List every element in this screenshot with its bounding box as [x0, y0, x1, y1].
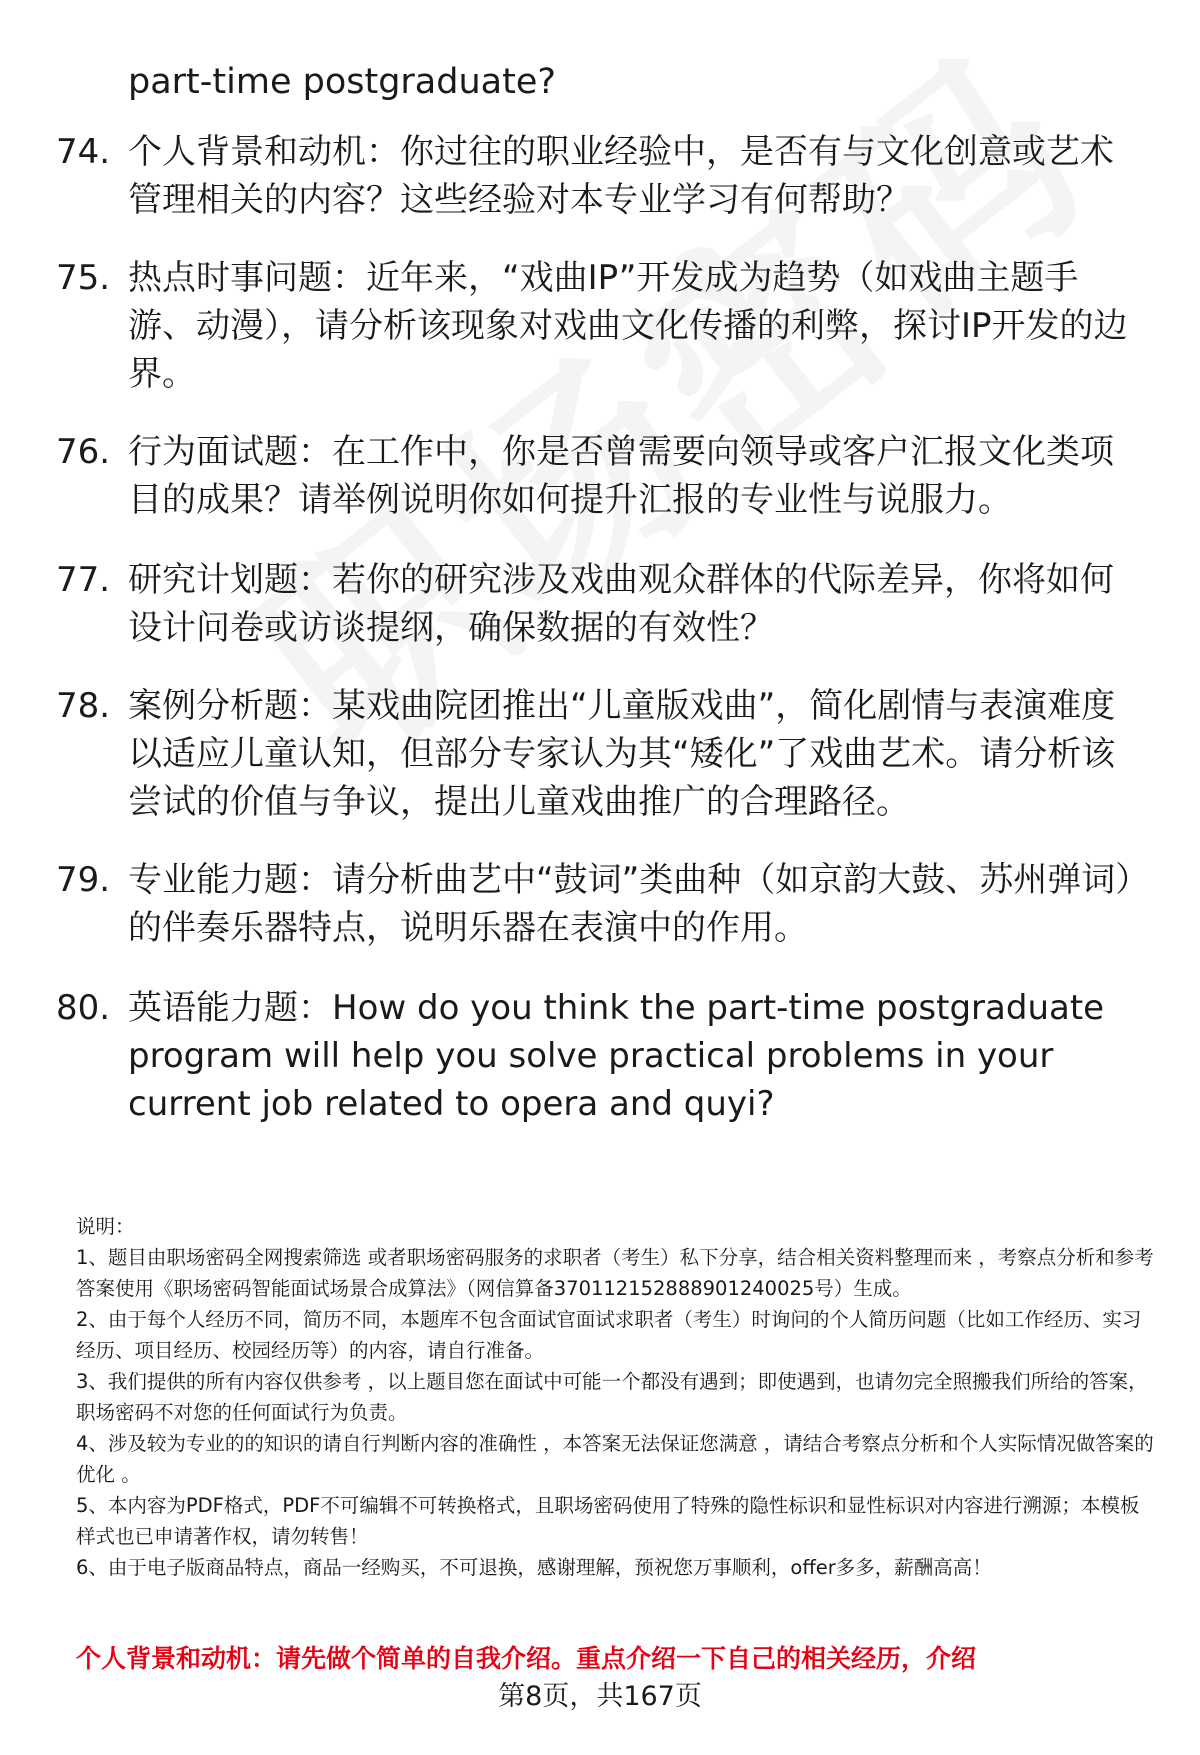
- question-text: 研究计划题：若你的研究涉及戏曲观众群体的代际差异，你将如何设计问卷或访谈提纲，确保数据的有效性？: [128, 560, 1114, 648]
- question-74: [56, 128, 1146, 224]
- question-number: 77.: [56, 560, 111, 600]
- question-number: 80.: [56, 988, 111, 1028]
- question-text: 个人背景和动机：你过往的职业经验中，是否有与文化创意或艺术管理相关的内容？这些经验对本专业学习有何帮助？: [128, 132, 1114, 220]
- question-79: [56, 856, 1146, 952]
- note-item: 3、我们提供的所有内容仅供参考 ，以上题目您在面试中可能一个都没有遇到；即使遇到，也请勿完全照搬我们所给的答案，职场密码不对您的任何面试行为负责。: [76, 1370, 1148, 1424]
- note-item: 1、题目由职场密码全网搜索筛选 或者职场密码服务的求职者（考生）私下分享，结合相关资料整理而来 ，考察点分析和参考答案使用《职场密码智能面试场景合成算法》（网信算备370112152888901240025号）生成。: [76, 1246, 1154, 1300]
- footer-highlight-text: 个人背景和动机：请先做个简单的自我介绍。重点介绍一下自己的相关经历，介绍: [76, 1644, 977, 1673]
- notes-title: 说明：: [76, 1215, 135, 1238]
- page-number: 第8页，共167页: [498, 1681, 702, 1712]
- continuation-text: part-time postgraduate?: [128, 62, 556, 102]
- note-item: 6、由于电子版商品特点，商品一经购买，不可退换，感谢理解，预祝您万事顺利，offer多多，薪酬高高！: [76, 1556, 992, 1579]
- question-80: [56, 984, 1146, 1128]
- question-text: 热点时事问题：近年来，“戏曲IP”开发成为趋势（如戏曲主题手游、动漫），请分析该现象对戏曲文化传播的利弊，探讨IP开发的边界。: [128, 258, 1128, 394]
- question-text: 行为面试题：在工作中，你是否曾需要向领导或客户汇报文化类项目的成果？请举例说明你如何提升汇报的专业性与说服力。: [128, 432, 1114, 520]
- question-75: [56, 254, 1146, 398]
- note-item: 5、本内容为PDF格式，PDF不可编辑不可转换格式，且职场密码使用了特殊的隐性标识和显性标识对内容进行溯源；本模板样式也已申请著作权，请勿转售！: [76, 1494, 1140, 1548]
- question-78: [56, 682, 1146, 826]
- question-number: 79.: [56, 860, 111, 900]
- question-77: [56, 556, 1146, 652]
- notes-section: [76, 1211, 1156, 1583]
- question-text: 英语能力题：How do you think the part-time postgraduate program will help you solve practical problems in your current job related to opera and quyi?: [128, 988, 1105, 1124]
- note-item: 4、涉及较为专业的的知识的请自行判断内容的准确性 ，本答案无法保证您满意 ，请结合考察点分析和个人实际情况做答案的优化 。: [76, 1432, 1154, 1486]
- question-number: 78.: [56, 686, 111, 726]
- question-text: 案例分析题：某戏曲院团推出“儿童版戏曲”，简化剧情与表演难度以适应儿童认知，但部分专家认为其“矮化”了戏曲艺术。请分析该尝试的价值与争议，提出儿童戏曲推广的合理路径。: [128, 686, 1116, 822]
- question-76: [56, 428, 1146, 524]
- question-text: 专业能力题：请分析曲艺中“鼓词”类曲种（如京韵大鼓、苏州弹词）的伴奏乐器特点，说明乐器在表演中的作用。: [128, 860, 1133, 948]
- question-number: 76.: [56, 432, 111, 472]
- note-item: 2、由于每个人经历不同，简历不同，本题库不包含面试官面试求职者（考生）时询问的个人简历问题（比如工作经历、实习经历、项目经历、校园经历等）的内容，请自行准备。: [76, 1308, 1142, 1362]
- question-number: 74.: [56, 132, 111, 172]
- question-number: 75.: [56, 258, 111, 298]
